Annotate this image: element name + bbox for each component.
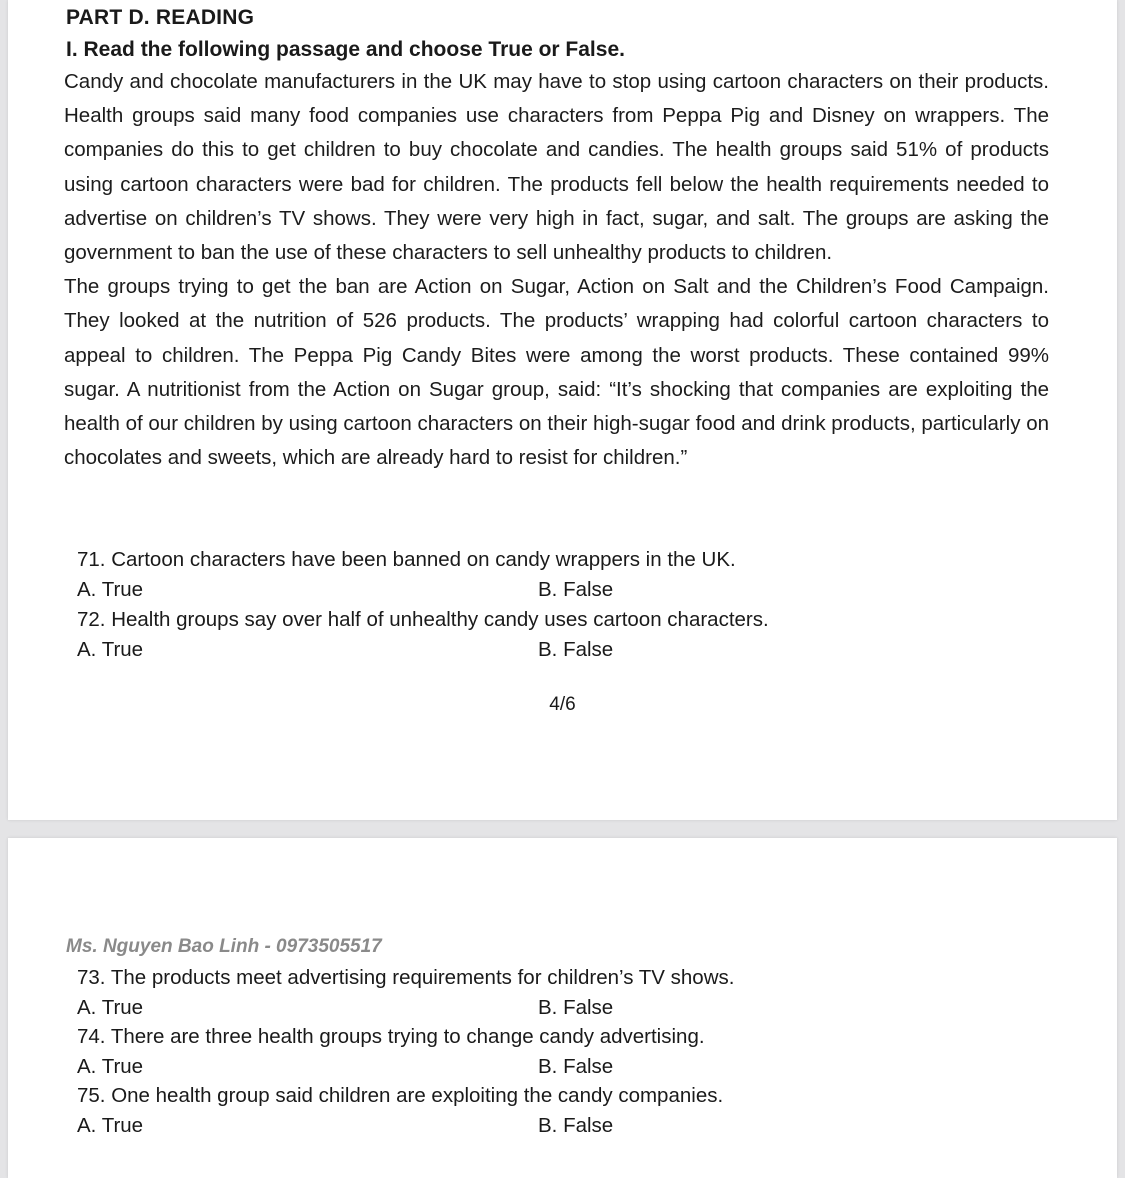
- question-text: 72. Health groups say over half of unhealthy candy uses cartoon characters.: [77, 608, 769, 631]
- option-false[interactable]: B. False: [538, 1055, 614, 1078]
- option-false[interactable]: B. False: [538, 996, 614, 1019]
- section-heading: PART D. READING: [66, 6, 255, 29]
- question-text: 73. The products meet advertising requirements for children’s TV shows.: [77, 966, 735, 989]
- reading-passage: [64, 65, 1049, 475]
- passage-paragraph: The groups trying to get the ban are Action on Sugar, Action on Salt and the Children’s Food Campaign. They looked at the nutrition of 526 products. The products’ wrapping had colorful cartoon characters to appeal to children. The Peppa Pig Candy Bites were among the worst products. These contained 99% sugar. A nutritionist from the Action on Sugar group, said: “It’s shocking that companies are exploiting the health of our children by using cartoon characters on their high-sugar food and drink products, particularly on chocolates and sweets, which are already hard to resist for children.”: [64, 275, 1049, 470]
- teacher-contact: Ms. Nguyen Bao Linh - 0973505517: [66, 936, 382, 957]
- question-text: 71. Cartoon characters have been banned on candy wrappers in the UK.: [77, 548, 736, 571]
- option-false[interactable]: B. False: [538, 1114, 614, 1137]
- instruction-heading: I. Read the following passage and choose True or False.: [66, 38, 625, 61]
- option-false[interactable]: B. False: [538, 578, 614, 601]
- option-true[interactable]: A. True: [77, 638, 144, 661]
- option-true[interactable]: A. True: [77, 1055, 144, 1078]
- option-true[interactable]: A. True: [77, 578, 144, 601]
- question-text: 75. One health group said children are exploiting the candy companies.: [77, 1084, 724, 1107]
- option-true[interactable]: A. True: [77, 996, 144, 1019]
- passage-paragraph: Candy and chocolate manufacturers in the UK may have to stop using cartoon characters on their products. Health groups said many food companies use characters from Peppa Pig and Disney on wrappers. The companies do this to get children to buy chocolate and candies. The health groups said 51% of products using cartoon characters were bad for children. The products fell below the health requirements needed to advertise on children’s TV shows. They were very high in fact, sugar, and salt. The groups are asking the government to ban the use of these characters to sell unhealthy products to children.: [64, 70, 1049, 265]
- question-text: 74. There are three health groups trying to change candy advertising.: [77, 1025, 705, 1048]
- page-number: 4/6: [549, 694, 576, 715]
- option-false[interactable]: B. False: [538, 638, 614, 661]
- option-true[interactable]: A. True: [77, 1114, 144, 1137]
